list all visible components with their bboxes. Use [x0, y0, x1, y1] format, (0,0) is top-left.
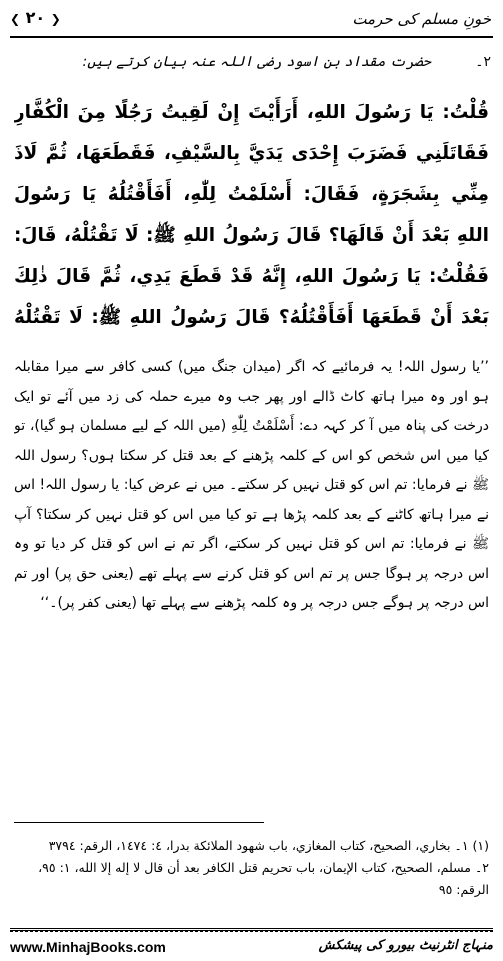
urdu-translation: ’’یا رسول اللہ! یہ فرمائیے کہ اگر (میدان جنگ میں) کسی کافر سے میرا مقابلہ ہو اور وہ میرا ہاتھ کاٹ ڈالے اور پھر جب وہ میرے حملہ کی زد میں آئے تو ایک درخت کی پناہ میں آ کر کہہ دے: أَسْلَمْتُ لِلّٰهِ (میں اللہ کے لیے مسلمان ہو گیا)، تو کیا میں اس شخص کو اس کے کلمہ پڑھنے کے بعد قتل کر سکتا ہوں؟ رسول اللہ ﷺ نے فرمایا: تم اس کو قتل نہیں کر سکتے۔ میں نے عرض کیا: یا رسول اللہ! اس نے میرا ہاتھ کاٹنے کے بعد کلمہ پڑھا ہے تو کیا میں اس کو قتل نہیں کر سکتا؟ آپ ﷺ نے فرمایا: تم اس کو قتل نہیں کر سکتے، اگر تم نے اس کو قتل کر دیا تو وہ اس درجہ پر ہوگا جس پر تم اس کو قتل کرنے سے پہلے تھے (یعنی حق پر) اور تم اس درجہ پر ہوگے جس درجہ پر وہ کلمہ پڑھنے سے پہلے تھا (یعنی کفر پر)۔‘‘	[14, 359, 489, 611]
narrator-line: حضرت مقداد بن اسود رضی اللہ عنہ بیان کرتے ہیں:	[82, 54, 431, 70]
arabic-hadith-text	[14, 92, 489, 342]
footnote-1: (١) ١۔ بخاري، الصحيح، كتاب المغازي، باب شهود الملائكة بدرا، ٤: ١٤٧٤، الرقم: ٣٧٩٤	[48, 838, 489, 853]
book-title: خونِ مسلم کی حرمت	[352, 10, 491, 28]
website-link[interactable]: www.MinhajBooks.com	[10, 939, 166, 955]
page-number	[10, 8, 61, 27]
ornament-icon: ❮	[10, 12, 21, 26]
hadith-number: ٢۔	[475, 54, 491, 70]
footnotes	[14, 835, 489, 925]
publisher-credit: منہاج انٹرنیٹ بیورو کی پیشکش	[318, 938, 493, 953]
page-header	[10, 4, 493, 40]
page-footer	[10, 938, 493, 958]
page-number-value: ٢٠	[25, 8, 46, 27]
footer-divider-dashed	[10, 931, 493, 932]
hadith-intro	[12, 54, 491, 70]
header-divider	[10, 36, 493, 38]
ornament-icon: ❯	[50, 12, 61, 26]
footnote-2: ٢۔ مسلم، الصحيح، كتاب الإيمان، باب تحريم قتل الكافر بعد أن قال لا إله إلا الله، ١: ٩٥، الرقم: ٩٥	[38, 860, 489, 897]
footnote-divider	[14, 822, 264, 823]
arabic-body: قُلْتُ: يَا رَسُولَ اللهِ، أَرَأَيْتَ إِنْ لَقِيتُ رَجُلًا مِنَ الْكُفَّارِ فَقَاتَلَنِي فَضَرَبَ إِحْدَى يَدَيَّ بِالسَّيْفِ، فَقَطَعَهَا، ثُمَّ لَاذَ مِنِّي بِشَجَرَةٍ، فَقَالَ: أَسْلَمْتُ لِلّٰهِ، أَفَأَقْتُلُهُ يَا رَسُولَ اللهِ بَعْدَ أَنْ قَالَهَا؟ قَالَ رَسُولُ اللهِ ﷺ: لَا تَقْتُلْهُ، قَالَ: فَقُلْتُ: يَا رَسُولَ اللهِ، إِنَّهُ قَدْ قَطَعَ يَدِي، ثُمَّ قَالَ ذٰلِكَ بَعْدَ أَنْ قَطَعَهَا أَفَأَقْتُلُهُ؟ قَالَ رَسُولُ اللهِ ﷺ: لَا تَقْتُلْهُ	[14, 102, 489, 328]
